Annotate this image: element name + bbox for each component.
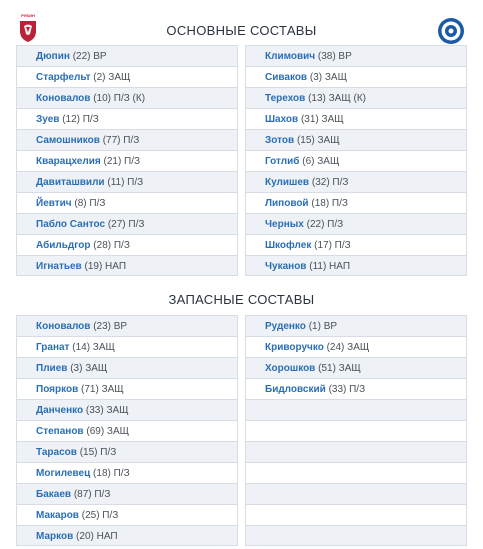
home-logo-text: РУБИН: [21, 13, 35, 18]
player-info: (69) ЗАЩ: [86, 426, 130, 437]
player-name[interactable]: Зотов: [265, 135, 295, 146]
player-info: (11) НАП: [309, 261, 351, 272]
player-info: (3) ЗАЩ: [70, 363, 108, 374]
empty-row: [246, 483, 466, 504]
player-info: (13) ЗАЩ (К): [308, 93, 366, 104]
player-row: [17, 66, 237, 87]
player-row: [17, 462, 237, 483]
player-row: [246, 171, 466, 192]
player-name[interactable]: Самошников: [36, 135, 100, 146]
player-row: [246, 150, 466, 171]
player-row: [17, 525, 237, 546]
player-name[interactable]: Руденко: [265, 321, 306, 332]
player-name[interactable]: Пабло Сантос: [36, 219, 106, 230]
empty-row: [246, 441, 466, 462]
player-name[interactable]: Макаров: [36, 510, 79, 521]
player-info: (15) П/З: [79, 447, 117, 458]
empty-row: [246, 462, 466, 483]
player-row: [17, 357, 237, 378]
player-info: (18) П/З: [311, 198, 348, 209]
empty-row: [246, 525, 466, 546]
away-subs-list: [245, 315, 467, 546]
player-row: [246, 378, 466, 399]
player-info: (8) П/З: [74, 198, 106, 209]
player-info: (27) П/З: [107, 219, 145, 230]
player-name[interactable]: Терехов: [265, 93, 306, 104]
player-row: [246, 129, 466, 150]
player-row: [246, 255, 466, 276]
player-name[interactable]: Могилевец: [36, 468, 91, 479]
player-name[interactable]: Криворучко: [265, 342, 324, 353]
empty-row: [246, 504, 466, 525]
player-info: (14) ЗАЩ: [72, 342, 115, 353]
player-name[interactable]: Данченко: [36, 405, 84, 416]
player-row: [17, 171, 237, 192]
away-starters-list: [245, 45, 467, 276]
player-info: (22) П/З: [306, 219, 344, 230]
player-row: [17, 378, 237, 399]
player-info: (24) ЗАЩ: [326, 342, 370, 353]
player-name[interactable]: Шкофлек: [265, 240, 312, 251]
player-info: (33) ЗАЩ: [85, 405, 129, 416]
player-row: [17, 255, 237, 276]
player-row: [246, 213, 466, 234]
player-row: [17, 483, 237, 504]
player-info: (33) П/З: [328, 384, 366, 395]
player-row: [17, 108, 237, 129]
player-name[interactable]: Зуев: [36, 114, 60, 125]
player-row: [246, 336, 466, 357]
player-row: [17, 420, 237, 441]
player-name[interactable]: Марков: [36, 531, 74, 542]
player-name[interactable]: Игнатьев: [36, 261, 82, 272]
player-name[interactable]: Черных: [265, 219, 304, 230]
player-info: (12) П/З: [62, 114, 99, 125]
player-info: (10) П/З (К): [93, 93, 146, 104]
player-row: [17, 150, 237, 171]
player-row: [17, 399, 237, 420]
player-info: (71) ЗАЩ: [81, 384, 124, 395]
player-info: (1) ВР: [308, 321, 338, 332]
player-row: [17, 315, 237, 336]
home-subs-list: [16, 315, 238, 546]
player-name[interactable]: Кулишев: [265, 177, 310, 188]
player-row: [17, 87, 237, 108]
player-info: (2) ЗАЩ: [93, 72, 131, 83]
player-info: (51) ЗАЩ: [318, 363, 361, 374]
lineups-title: ОСНОВНЫЕ СОСТАВЫ: [166, 23, 317, 38]
player-row: [246, 87, 466, 108]
player-name[interactable]: Давиташвили: [36, 177, 105, 188]
player-info: (31) ЗАЩ: [300, 114, 344, 125]
player-info: (25) П/З: [81, 510, 119, 521]
player-row: [17, 336, 237, 357]
player-info: (38) ВР: [317, 51, 352, 62]
player-name[interactable]: Тарасов: [36, 447, 77, 458]
player-row: [17, 45, 237, 66]
player-name[interactable]: Гранат: [36, 342, 70, 353]
player-name[interactable]: Йевтич: [36, 198, 72, 209]
player-name[interactable]: Чуканов: [265, 261, 307, 272]
player-name[interactable]: Бидловский: [265, 384, 326, 395]
player-row: [17, 213, 237, 234]
player-name[interactable]: Кварацхелия: [36, 156, 101, 167]
player-row: [17, 234, 237, 255]
player-name[interactable]: Липовой: [265, 198, 309, 209]
player-name[interactable]: Плиев: [36, 363, 68, 374]
player-info: (32) П/З: [311, 177, 349, 188]
player-name[interactable]: Дюпин: [36, 51, 70, 62]
subs-title: ЗАПАСНЫЕ СОСТАВЫ: [168, 292, 315, 307]
player-info: (15) ЗАЩ: [296, 135, 340, 146]
player-name[interactable]: Хорошков: [265, 363, 316, 374]
player-info: (28) П/З: [93, 240, 130, 251]
player-info: (19) НАП: [84, 261, 127, 272]
player-info: (77) П/З: [102, 135, 140, 146]
player-name[interactable]: Абильдгор: [36, 240, 91, 251]
player-info: (6) ЗАЩ: [302, 156, 340, 167]
player-name[interactable]: Поярков: [36, 384, 79, 395]
player-row: [246, 108, 466, 129]
player-name[interactable]: Климович: [265, 51, 316, 62]
player-row: [17, 129, 237, 150]
player-row: [246, 45, 466, 66]
player-info: (3) ЗАЩ: [309, 72, 347, 83]
player-row: [17, 192, 237, 213]
player-name[interactable]: Степанов: [36, 426, 84, 437]
player-name[interactable]: Коновалов: [36, 93, 91, 104]
player-name[interactable]: Коновалов: [36, 321, 91, 332]
player-name[interactable]: Бакаев: [36, 489, 72, 500]
player-name[interactable]: Готлиб: [265, 156, 300, 167]
home-starters-list: [16, 45, 238, 276]
player-row: [17, 504, 237, 525]
player-info: (22) ВР: [72, 51, 107, 62]
player-name[interactable]: Старфельт: [36, 72, 91, 83]
player-info: (18) П/З: [93, 468, 130, 479]
player-info: (11) П/З: [107, 177, 144, 188]
player-info: (21) П/З: [103, 156, 141, 167]
player-info: (87) П/З: [73, 489, 111, 500]
player-info: (17) П/З: [314, 240, 351, 251]
empty-row: [246, 399, 466, 420]
player-name[interactable]: Шахов: [265, 114, 299, 125]
empty-row: [246, 420, 466, 441]
player-info: (20) НАП: [76, 531, 118, 542]
player-name[interactable]: Сиваков: [265, 72, 308, 83]
player-row: [17, 441, 237, 462]
player-row: [246, 315, 466, 336]
player-info: (23) ВР: [93, 321, 128, 332]
player-row: [246, 192, 466, 213]
player-row: [246, 234, 466, 255]
player-row: [246, 66, 466, 87]
player-row: [246, 357, 466, 378]
